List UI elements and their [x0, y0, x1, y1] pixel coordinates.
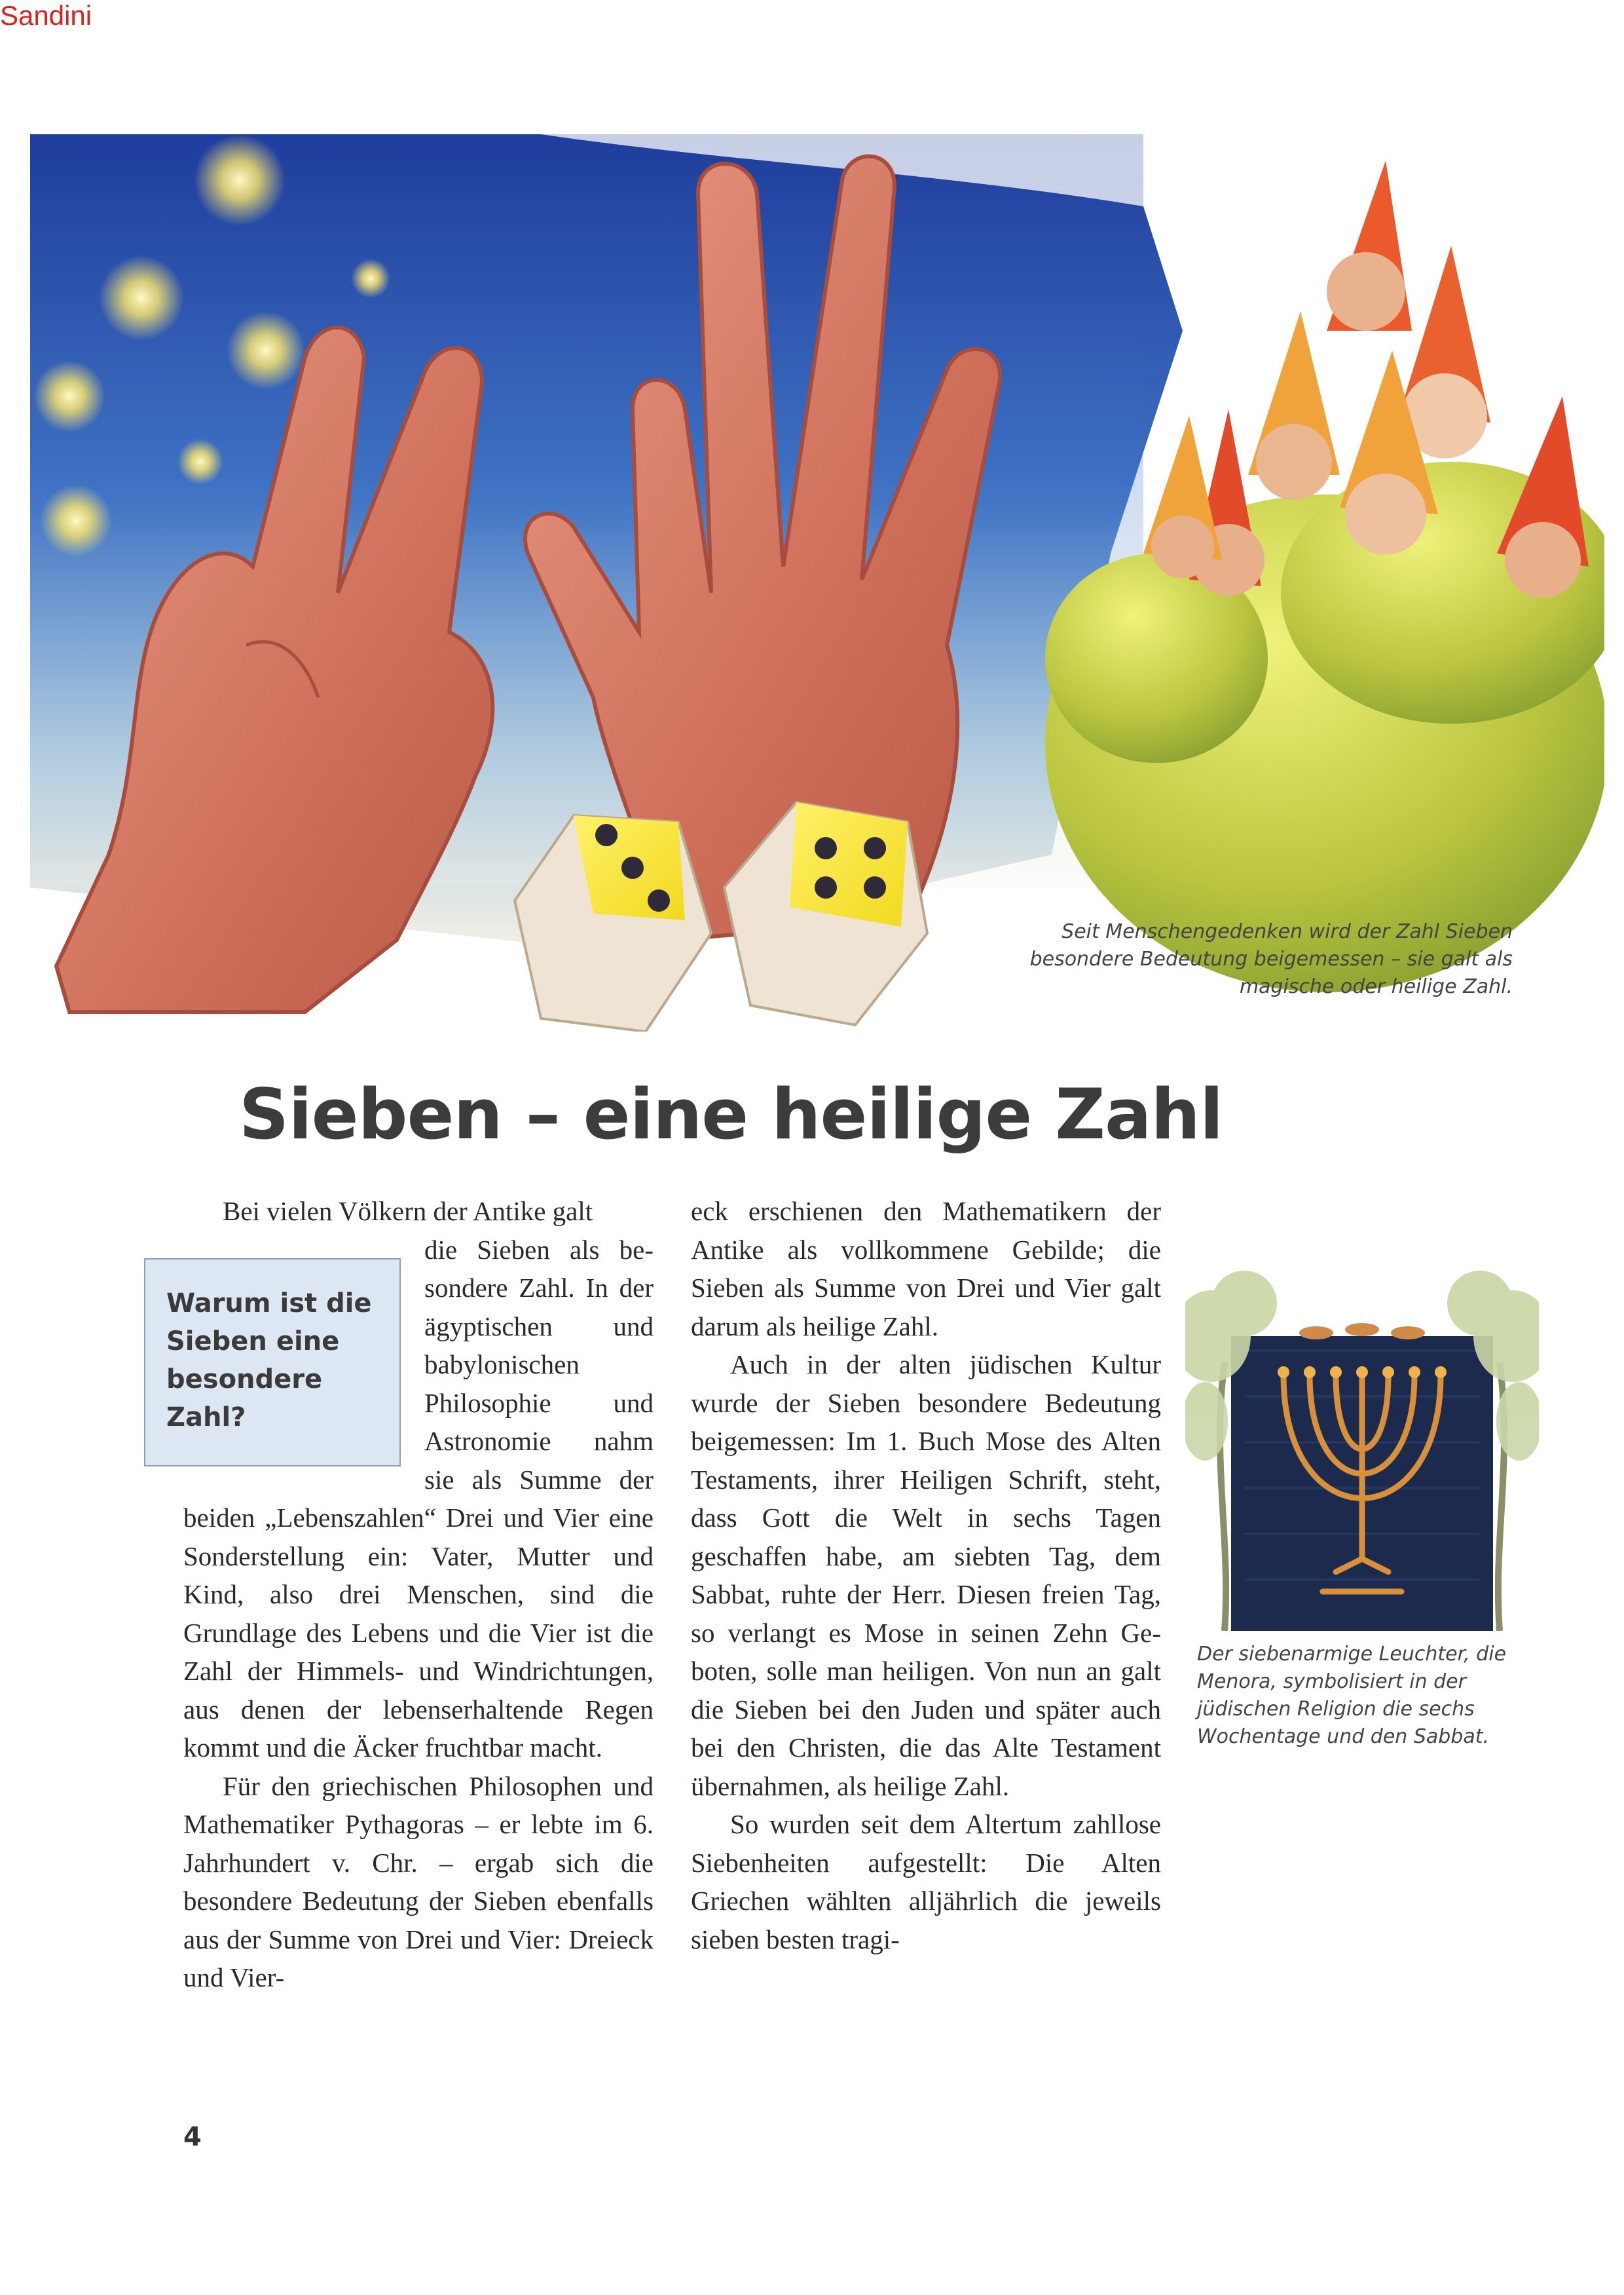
hero-caption-line: besondere Bedeutung beigemessen – sie galt als: [1029, 948, 1513, 971]
paragraph: eck erschienen den Mathematikern der Antike als vollkommene Gebilde; die Sieben als Summe von Drei und Vier galt darum als heilige Zahl.: [691, 1196, 1161, 1341]
text-column-1: [166, 1192, 654, 1997]
question-box-text: Warum ist die Sieben eine besondere Zahl?: [166, 1288, 372, 1432]
hero-illustration-svg: [30, 134, 1604, 1032]
question-box: [144, 1258, 401, 1466]
paragraph: die Sieben als besondere Zahl. In der ägyptischen und babylonischen Philosophie und Astronomie nahm sie als Summe der beiden „Lebenszahlen“ Drei und Vier eine Sonderstellung ein: Vater, Mutter und Kind, also drei Menschen, sind die Grundlage des Lebens und die Vier ist die Zahl der Himmels- und Windrichtungen, aus denen der lebenserhaltende Regen kommt und die Äcker fruchtbar macht.: [183, 1234, 654, 1763]
watermark: Sandini: [0, 0, 92, 31]
page-number: 4: [183, 2122, 202, 2152]
gnomes: [1143, 160, 1589, 598]
page-title: Sieben – eine heilige Zahl: [239, 1074, 1223, 1155]
paragraph: Bei vielen Völkern der Antike galt: [223, 1196, 593, 1226]
text-column-2: [691, 1192, 1161, 1958]
hero-caption-line: magische oder heilige Zahl.: [1239, 975, 1513, 998]
hero-illustration: [30, 134, 1604, 1032]
paragraph: Für den griechischen Philosophen und Mathematiker Pythagoras – er lebte im 6. Jahrhundert v. Chr. – ergab sich die besondere Bedeutung der Sieben ebenfalls aus der Summe von Drei und Vier: Dreieck und Vier-: [183, 1770, 654, 1992]
paragraph: So wurden seit dem Altertum zahllose Siebenheiten aufgestellt: Die Alten Griechen wählten alljährlich die jeweils sieben besten tragi-: [691, 1809, 1161, 1954]
paragraph: Auch in der alten jüdischen Kultur wurde der Sieben besondere Bedeutung beigemessen: Im 1. Buch Mose des Alten Testaments, ihrer Heiligen Schrift, steht, dass Gott die Welt in sechs Tagen geschaffen habe, am siebten Tag, dem Sabbat, ruhte der Herr. Diesen freien Tag, so verlangt es Mose in seinen Zehn Geboten, solle man heiligen. Von nun an galt die Sieben bei den Juden und später auch bei den Christen, die das Alte Testament übernahmen, als heilige Zahl.: [691, 1349, 1161, 1801]
hero-caption: [969, 918, 1513, 1001]
menorah-caption-line: Menora, symbolisiert in der: [1197, 1670, 1466, 1693]
menorah-illustration-svg: [1185, 1264, 1539, 1631]
menorah-caption-line: Der siebenarmige Leuchter, die: [1197, 1643, 1507, 1666]
menorah-caption-line: Wochentage und den Sabbat.: [1197, 1725, 1490, 1748]
menorah-caption: [1197, 1641, 1538, 1751]
menorah-caption-line: jüdischen Religion die sechs: [1197, 1698, 1475, 1721]
hero-caption-line: Seit Menschengedenken wird der Zahl Sieben: [1061, 920, 1513, 943]
menorah-illustration: [1185, 1264, 1539, 1631]
